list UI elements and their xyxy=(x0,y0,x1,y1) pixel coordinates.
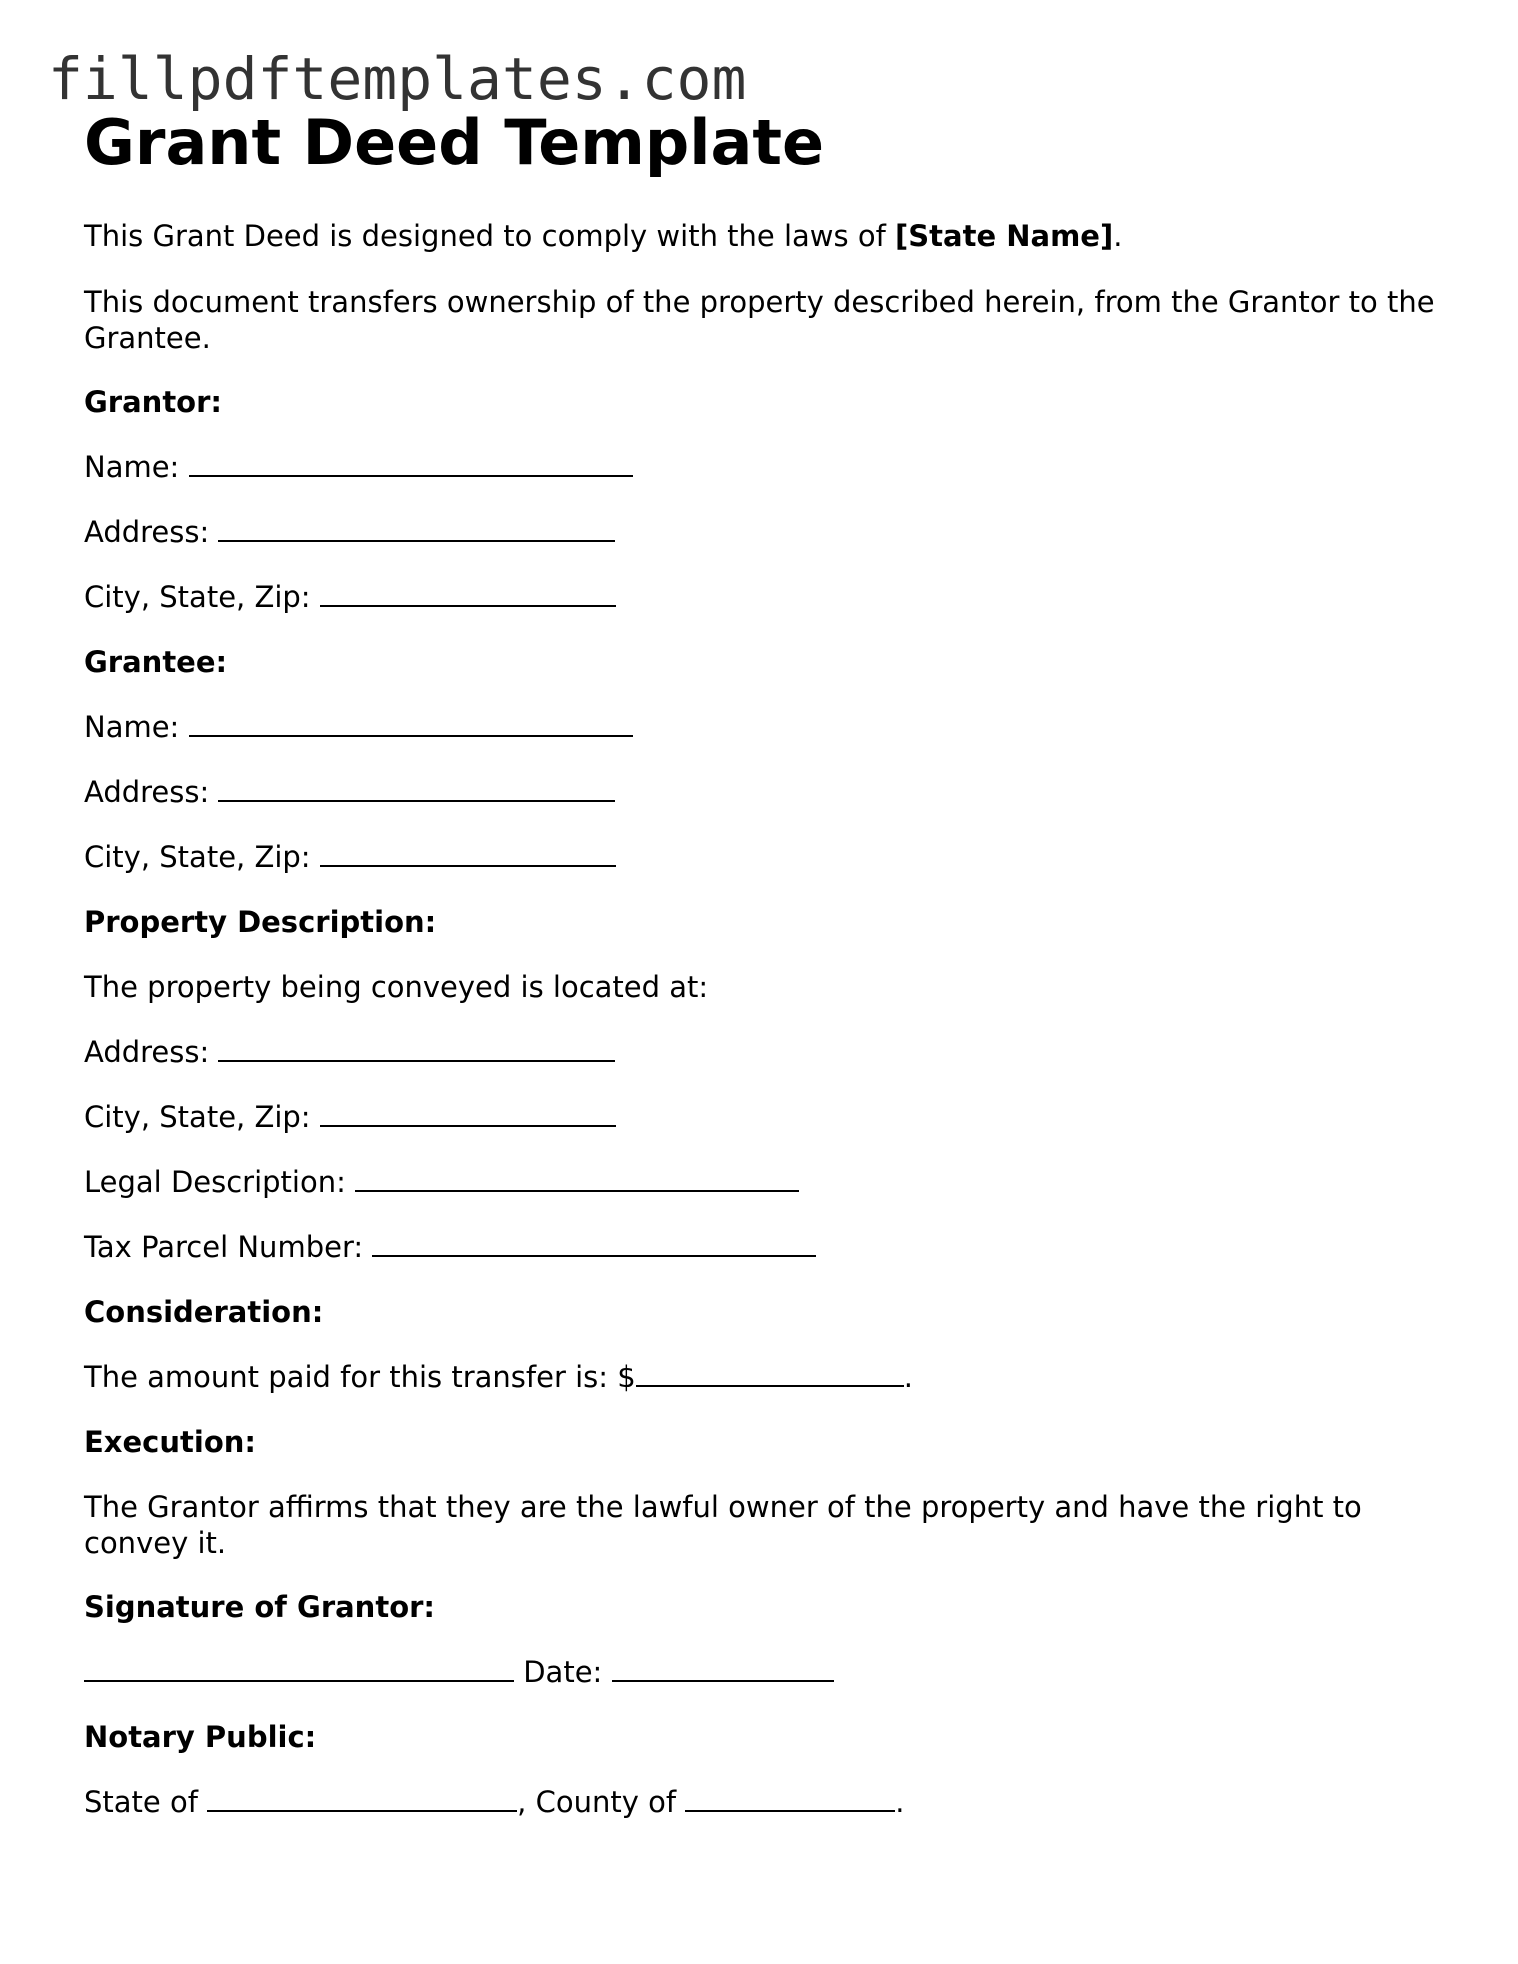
signature-date-label: Date: xyxy=(523,1655,603,1689)
notary-state-field[interactable] xyxy=(207,1784,517,1812)
grantee-city-label: City, State, Zip: xyxy=(84,840,311,874)
signature-heading: Signature of Grantor: xyxy=(84,1590,436,1624)
grantor-city-field[interactable] xyxy=(320,579,616,607)
property-city-row xyxy=(84,1099,616,1135)
tax-parcel-row xyxy=(84,1229,816,1265)
property-city-label: City, State, Zip: xyxy=(84,1100,311,1134)
grantor-address-label: Address: xyxy=(84,515,210,549)
grantor-address-row xyxy=(84,514,615,550)
grantor-signature-field[interactable] xyxy=(84,1654,514,1682)
grantee-name-field[interactable] xyxy=(189,709,633,737)
grantor-city-label: City, State, Zip: xyxy=(84,580,311,614)
grantee-address-field[interactable] xyxy=(218,774,615,802)
signature-date-field[interactable] xyxy=(612,1654,834,1682)
legal-description-label: Legal Description: xyxy=(84,1165,346,1199)
notary-county-label: , County of xyxy=(517,1785,677,1819)
grantor-name-label: Name: xyxy=(84,450,180,484)
grantee-heading: Grantee: xyxy=(84,645,228,679)
tax-parcel-field[interactable] xyxy=(372,1229,816,1257)
property-address-label: Address: xyxy=(84,1035,210,1069)
intro-prefix: This Grant Deed is designed to comply with the laws of xyxy=(84,219,896,253)
grantee-city-row xyxy=(84,839,616,875)
grantor-heading: Grantor: xyxy=(84,385,223,419)
consideration-suffix: . xyxy=(903,1360,913,1394)
notary-row xyxy=(84,1784,905,1820)
consideration-amount-field[interactable] xyxy=(636,1359,904,1387)
property-intro: The property being conveyed is located at: xyxy=(84,970,709,1004)
notary-suffix: . xyxy=(895,1785,905,1819)
intro-statement xyxy=(84,218,1122,254)
notary-county-field[interactable] xyxy=(685,1784,895,1812)
grantee-name-label: Name: xyxy=(84,710,180,744)
property-city-field[interactable] xyxy=(320,1099,616,1127)
grantor-name-row xyxy=(84,449,633,485)
signature-row xyxy=(84,1654,834,1690)
consideration-heading: Consideration: xyxy=(84,1295,324,1329)
notary-state-label: State of xyxy=(84,1785,198,1819)
watermark-text: fillpdftemplates.com xyxy=(48,45,747,113)
property-address-row xyxy=(84,1034,615,1070)
legal-description-field[interactable] xyxy=(355,1164,799,1192)
state-name-placeholder: [State Name] xyxy=(895,219,1114,253)
grantee-city-field[interactable] xyxy=(320,839,616,867)
purpose-statement: This document transfers ownership of the property described herein, from the Grantor to the Grantee. xyxy=(84,285,1435,355)
grantor-city-row xyxy=(84,579,616,615)
property-address-field[interactable] xyxy=(218,1034,615,1062)
execution-statement: The Grantor affirms that they are the lawful owner of the property and have the right to convey it. xyxy=(84,1490,1362,1560)
tax-parcel-label: Tax Parcel Number: xyxy=(84,1230,364,1264)
consideration-row xyxy=(84,1359,913,1395)
grantor-name-field[interactable] xyxy=(189,449,633,477)
consideration-text: The amount paid for this transfer is: $ xyxy=(84,1360,636,1394)
notary-heading: Notary Public: xyxy=(84,1720,317,1754)
page-title: Grant Deed Template xyxy=(84,106,825,179)
legal-description-row xyxy=(84,1164,799,1200)
grantee-address-row xyxy=(84,774,615,810)
grantee-address-label: Address: xyxy=(84,775,210,809)
grantor-address-field[interactable] xyxy=(218,514,615,542)
execution-heading: Execution: xyxy=(84,1425,256,1459)
grantee-name-row xyxy=(84,709,633,745)
intro-suffix: . xyxy=(1113,219,1123,253)
property-heading: Property Description: xyxy=(84,905,437,939)
